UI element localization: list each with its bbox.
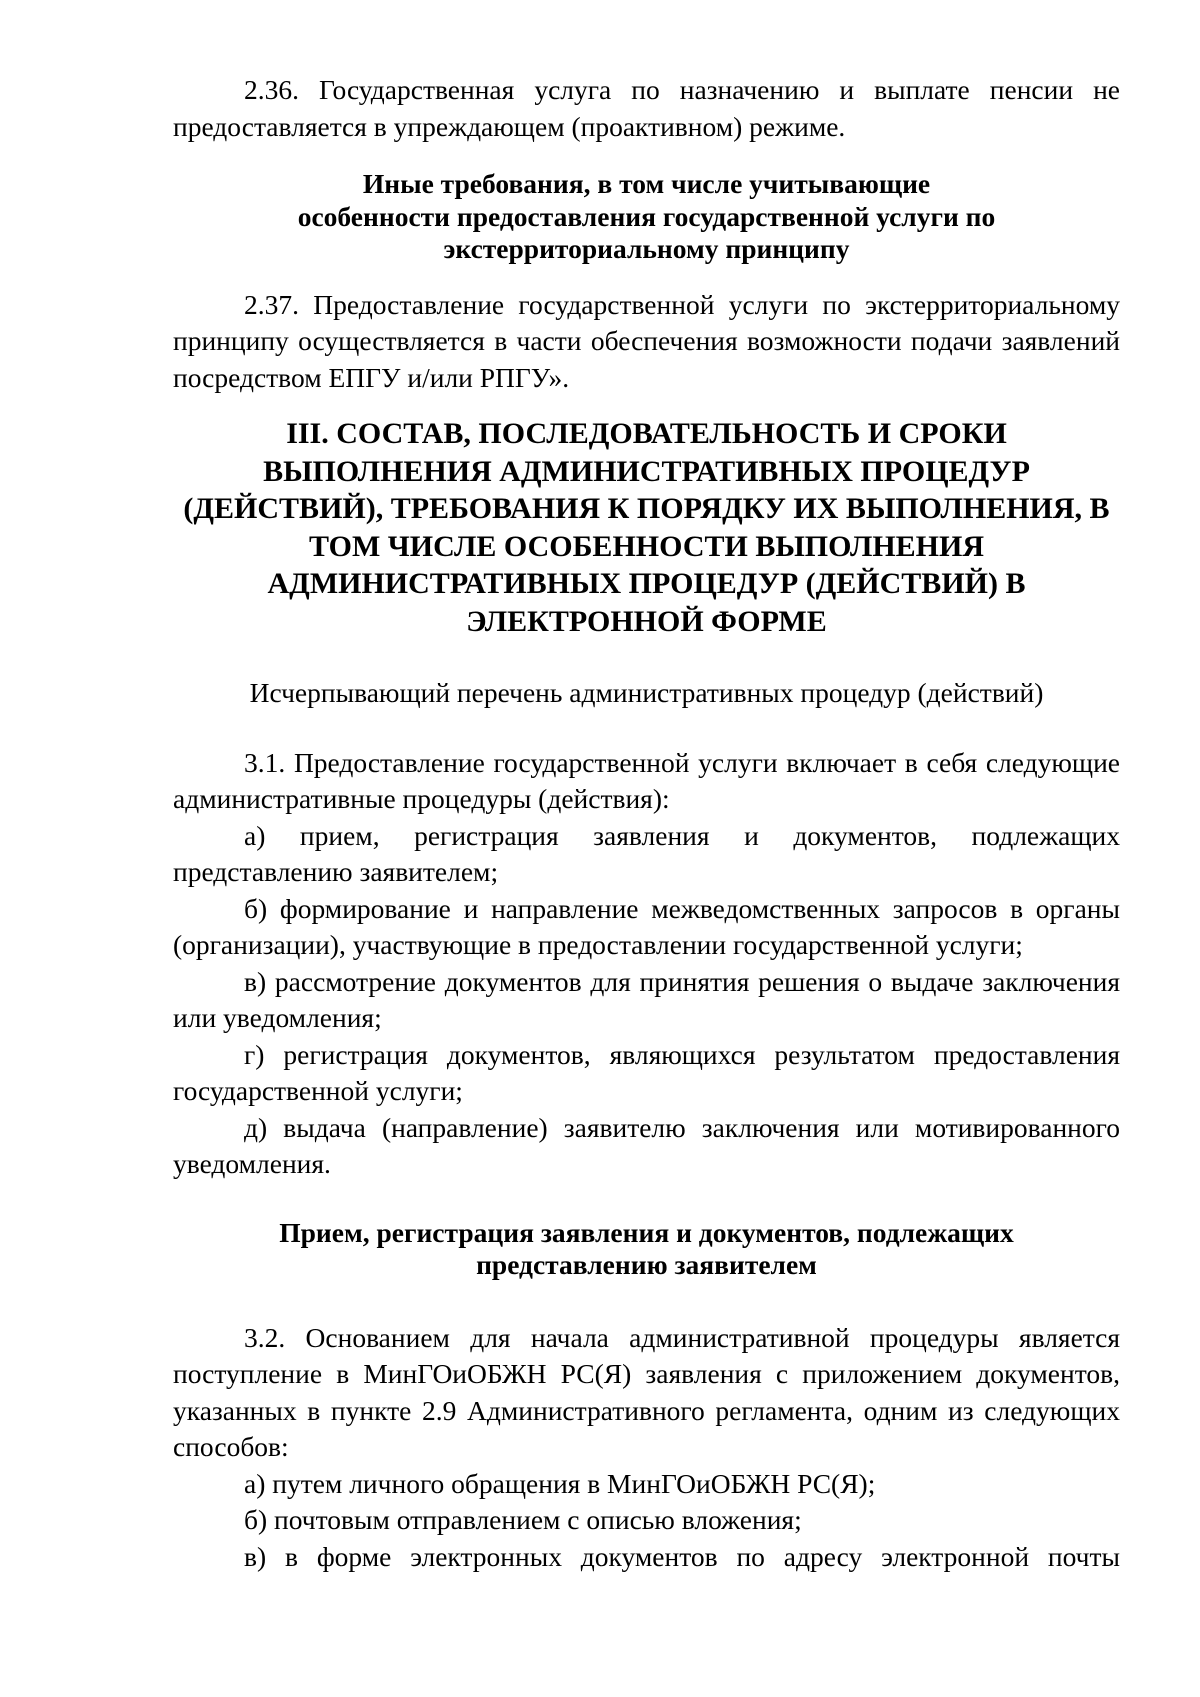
heading-line: Иные требования, в том числе учитывающие [362, 168, 931, 199]
heading-line: Прием, регистрация заявления и документов, подлежащих [279, 1216, 1014, 1248]
heading-line: представлению заявителем [476, 1249, 817, 1280]
list-item: г) регистрация документов, являющихся результатом предоставления государственной услуги; [173, 1038, 1120, 1106]
paragraph-3-1: 3.1. Предоставление государственной услуги включает в себя следующие административные процедуры (действия): [173, 746, 1120, 814]
heading-other-requirements [173, 168, 1120, 266]
list-item: б) почтовым отправлением с описью вложения; [244, 1504, 802, 1535]
heading-reception [173, 1217, 1120, 1282]
document-page [173, 72, 1120, 1575]
heading-line: экстерриториальному принципу [443, 233, 850, 264]
heading-line: особенности предоставления государственной услуги по [297, 200, 996, 232]
list-item: а) прием, регистрация заявления и документов, подлежащих представлению заявителем; [173, 819, 1120, 887]
list-item: д) выдача (направление) заявителю заключения или мотивированного уведомления. [173, 1111, 1120, 1179]
list-item: в) в форме электронных документов по адресу электронной почты [244, 1540, 1120, 1572]
list-item: а) путем личного обращения в МинГОиОБЖН РС(Я); [244, 1467, 876, 1499]
list-item: б) формирование и направление межведомственных запросов в органы (организации), участвующие в предоставлении государственной услуги; [173, 892, 1120, 960]
paragraph-2-37: 2.37. Предоставление государственной услуги по экстерриториальному принципу осуществляется в части обеспечения возможности подачи заявлений посредством ЕПГУ и/или РПГУ». [173, 288, 1120, 393]
subheading-procedures-list: Исчерпывающий перечень административных процедур (действий) [249, 677, 1044, 708]
list-item: в) рассмотрение документов для принятия решения о выдаче заключения или уведомления; [173, 965, 1120, 1033]
paragraph-3-2: 3.2. Основанием для начала административной процедуры является поступление в МинГОиОБЖН РС(Я) заявления с приложением документов, указанных в пункте 2.9 Административного регламента, одним из следующих способов: [173, 1321, 1120, 1462]
section-iii-title: III. СОСТАВ, ПОСЛЕДОВАТЕЛЬНОСТЬ И СРОКИ ВЫПОЛНЕНИЯ АДМИНИСТРАТИВНЫХ ПРОЦЕДУР (ДЕЙСТВИЙ), ТРЕБОВАНИЯ К ПОРЯДКУ ИХ ВЫПОЛНЕНИЯ, В ТОМ ЧИСЛЕ ОСОБЕННОСТИ ВЫПОЛНЕНИЯ АДМИНИСТРАТИВНЫХ ПРОЦЕДУР (ДЕЙСТВИЙ) В ЭЛЕКТРОННОЙ ФОРМЕ [183, 417, 1110, 638]
paragraph-2-36: 2.36. Государственная услуга по назначению и выплате пенсии не предоставляется в упреждающем (проактивном) режиме. [173, 74, 1120, 142]
